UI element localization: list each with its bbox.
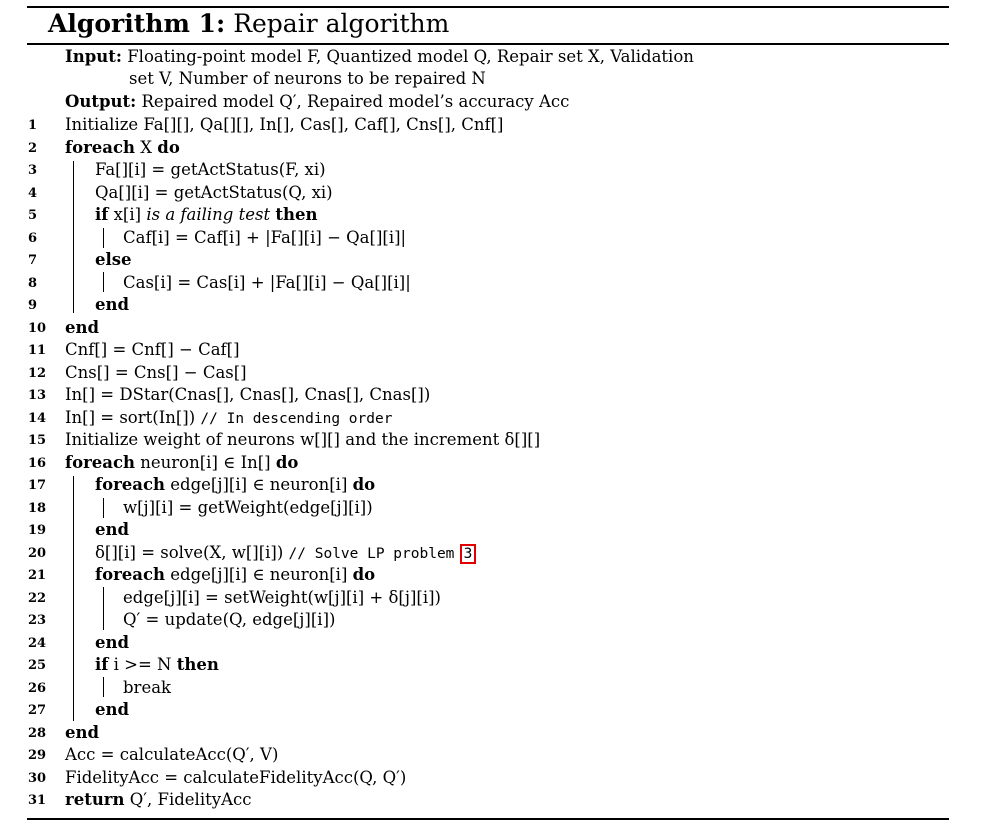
input-text-2: set V, Number of neurons to be repaired N bbox=[129, 69, 486, 88]
algorithm-line-10 bbox=[0, 318, 997, 340]
output-text: Repaired model Q′, Repaired model’s accuracy Acc bbox=[141, 92, 570, 111]
algorithm-line-26 bbox=[0, 678, 997, 700]
line-code: Initialize Fa[][], Qa[][], In[], Cas[], Caf[], Cns[], Cnf[] bbox=[65, 115, 504, 134]
line-code: end bbox=[95, 295, 130, 314]
algorithm-line-23 bbox=[0, 610, 997, 632]
algorithm-line-27 bbox=[0, 700, 997, 722]
algorithm-line-11 bbox=[0, 340, 997, 362]
algorithm-line-2 bbox=[0, 138, 997, 160]
line-code: Fa[][i] = getActStatus(F, xi) bbox=[95, 160, 326, 179]
line-number: 15 bbox=[28, 433, 47, 448]
line-number: 9 bbox=[28, 298, 38, 313]
line-number: 22 bbox=[28, 590, 47, 606]
top-rule bbox=[27, 6, 949, 8]
block-bar bbox=[73, 161, 74, 313]
algorithm-line-3 bbox=[0, 160, 997, 182]
algorithm-line-19 bbox=[0, 520, 997, 542]
line-number: 11 bbox=[28, 343, 47, 358]
line-code: Qa[][i] = getActStatus(Q, xi) bbox=[95, 182, 333, 202]
algorithm-line-30 bbox=[0, 768, 997, 790]
algorithm-line-29 bbox=[0, 745, 997, 767]
line-number: 31 bbox=[28, 793, 47, 808]
algorithm-line-15 bbox=[0, 430, 997, 452]
line-code: Caf[i] = Caf[i] + |Fa[][i] − Qa[][i]| bbox=[123, 227, 407, 247]
line-number: 7 bbox=[28, 253, 38, 268]
line-number: 14 bbox=[28, 410, 47, 426]
algorithm-line-21 bbox=[0, 565, 997, 587]
line-code: else bbox=[95, 250, 132, 269]
line-number: 19 bbox=[28, 523, 47, 538]
input-text-1: Floating-point model F, Quantized model Q, Repair set X, Validation bbox=[127, 47, 694, 66]
line-number: 30 bbox=[28, 770, 47, 786]
line-number: 1 bbox=[28, 118, 38, 133]
line-number: 18 bbox=[28, 500, 47, 516]
line-code: if x[i] is a failing test then bbox=[95, 205, 318, 224]
line-code: end bbox=[95, 632, 130, 652]
line-number: 12 bbox=[28, 365, 47, 381]
line-number: 13 bbox=[28, 388, 47, 403]
line-code: return Q′, FidelityAcc bbox=[65, 790, 252, 809]
line-code: FidelityAcc = calculateFidelityAcc(Q, Q′) bbox=[65, 767, 407, 787]
output-label: Output: bbox=[65, 92, 137, 111]
line-number: 5 bbox=[28, 208, 38, 223]
line-number: 4 bbox=[28, 185, 38, 201]
line-code: Cns[] = Cns[] − Cas[] bbox=[65, 362, 247, 382]
input-line-2 bbox=[129, 69, 486, 88]
line-number: 16 bbox=[28, 455, 47, 471]
bottom-rule bbox=[27, 818, 949, 820]
algorithm-line-16 bbox=[0, 453, 997, 475]
line-number: 29 bbox=[28, 748, 47, 763]
line-code: end bbox=[95, 700, 130, 719]
line-number: 6 bbox=[28, 230, 38, 246]
line-number: 17 bbox=[28, 478, 47, 493]
line-number: 28 bbox=[28, 725, 47, 741]
line-code: In[] = sort(In[]) // In descending order bbox=[65, 407, 393, 427]
algorithm-line-1 bbox=[0, 115, 997, 137]
algorithm-line-18 bbox=[0, 498, 997, 520]
algorithm-line-20 bbox=[0, 543, 997, 565]
line-code: Acc = calculateAcc(Q′, V) bbox=[65, 745, 279, 764]
line-number: 8 bbox=[28, 275, 38, 291]
algorithm-line-25 bbox=[0, 655, 997, 677]
line-number: 3 bbox=[28, 163, 38, 178]
algorithm-line-9 bbox=[0, 295, 997, 317]
block-bar bbox=[103, 587, 104, 630]
input-label: Input: bbox=[65, 47, 122, 66]
line-code: w[j][i] = getWeight(edge[j][i]) bbox=[123, 497, 373, 517]
algorithm-line-8 bbox=[0, 273, 997, 295]
line-code: foreach edge[j][i] ∈ neuron[i] do bbox=[95, 475, 376, 494]
line-code: end bbox=[65, 317, 100, 337]
line-number: 23 bbox=[28, 613, 47, 628]
line-number: 24 bbox=[28, 635, 47, 651]
line-code: end bbox=[65, 722, 100, 742]
line-code: In[] = DStar(Cnas[], Cnas[], Cnas[], Cnas[]) bbox=[65, 385, 431, 404]
lp-problem-ref-link[interactable]: 3 bbox=[460, 544, 477, 564]
algorithm-line-13 bbox=[0, 385, 997, 407]
line-code: end bbox=[95, 520, 130, 539]
algorithm-line-6 bbox=[0, 228, 997, 250]
line-code: foreach X do bbox=[65, 137, 180, 157]
line-number: 10 bbox=[28, 320, 47, 336]
line-code: foreach edge[j][i] ∈ neuron[i] do bbox=[95, 565, 376, 584]
line-code: foreach neuron[i] ∈ In[] do bbox=[65, 452, 299, 472]
algorithm-line-5 bbox=[0, 205, 997, 227]
algorithm-line-28 bbox=[0, 723, 997, 745]
block-bar bbox=[73, 476, 74, 721]
line-code: Cas[i] = Cas[i] + |Fa[][i] − Qa[][i]| bbox=[123, 272, 411, 292]
output-line bbox=[65, 92, 569, 111]
block-bar bbox=[103, 228, 104, 248]
line-code: Cnf[] = Cnf[] − Caf[] bbox=[65, 340, 240, 359]
algorithm-line-22 bbox=[0, 588, 997, 610]
line-number: 21 bbox=[28, 568, 47, 583]
algorithm-title bbox=[48, 9, 449, 38]
algorithm-line-24 bbox=[0, 633, 997, 655]
title-rule bbox=[27, 43, 949, 45]
line-number: 2 bbox=[28, 140, 38, 156]
algorithm-line-12 bbox=[0, 363, 997, 385]
algorithm-line-17 bbox=[0, 475, 997, 497]
algorithm-line-4 bbox=[0, 183, 997, 205]
algorithm-line-14 bbox=[0, 408, 997, 430]
line-code: break bbox=[123, 677, 172, 697]
algorithm-line-31 bbox=[0, 790, 997, 812]
block-bar bbox=[103, 272, 104, 292]
line-code: if i >= N then bbox=[95, 655, 219, 674]
algorithm-title-label: Algorithm 1: bbox=[48, 9, 226, 38]
line-code: δ[][i] = solve(X, w[][i]) // Solve LP problem 3 bbox=[95, 543, 476, 562]
block-bar bbox=[103, 498, 104, 518]
algorithm-title-name: Repair algorithm bbox=[233, 9, 450, 38]
line-number: 26 bbox=[28, 680, 47, 696]
line-code: Q′ = update(Q, edge[j][i]) bbox=[123, 610, 336, 629]
line-number: 27 bbox=[28, 703, 47, 718]
line-number: 25 bbox=[28, 658, 47, 673]
algorithm-line-7 bbox=[0, 250, 997, 272]
line-code: Initialize weight of neurons w[][] and the increment δ[][] bbox=[65, 430, 541, 449]
line-number: 20 bbox=[28, 545, 47, 561]
input-line-1 bbox=[65, 47, 694, 66]
line-code: edge[j][i] = setWeight(w[j][i] + δ[j][i]) bbox=[123, 587, 441, 607]
block-bar bbox=[103, 677, 104, 697]
